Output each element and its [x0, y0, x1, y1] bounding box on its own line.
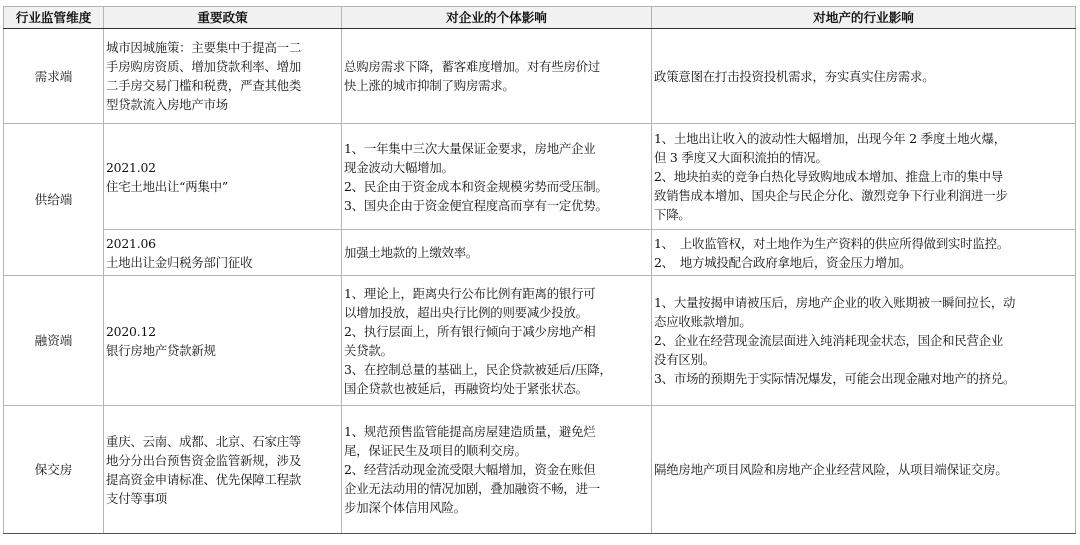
industry-impact-cell [652, 29, 1076, 124]
enterprise-line: 总购房需求下降，蓄客难度增加。对有些房价过 [344, 59, 601, 74]
header-row [4, 7, 1076, 29]
enterprise-line: 2、执行层面上，所有银行倾向于减少房地产相 [344, 323, 596, 339]
enterprise-impact-cell [342, 406, 652, 534]
policy-line: 型贷款流入房地产市场 [106, 97, 228, 112]
enterprise-line: 2、经营活动现金流受限大幅增加，资金在账但 [344, 462, 596, 477]
table-row [4, 230, 1076, 276]
dimension-cell: 需求端 [4, 29, 104, 124]
policy-cell [104, 230, 342, 276]
policy-line: 土地出让金归税务部门征收 [106, 254, 253, 270]
enterprise-line: 现金波动大幅增加。 [344, 159, 454, 175]
industry-line: 3、市场的预期先于实际情况爆发，可能会出现金融对地产的挤兑。 [654, 371, 1016, 386]
policy-cell [104, 29, 342, 124]
enterprise-impact-cell [342, 230, 652, 276]
enterprise-line: 1、理论上，距离央行公布比例有距离的银行可 [344, 285, 596, 301]
dimension-cell: 供给端 [4, 124, 104, 276]
enterprise-impact-cell [342, 276, 652, 406]
enterprise-line: 步加深个体信用风险。 [344, 500, 466, 515]
enterprise-line: 尾，保证民生及项目的顺利交房。 [344, 443, 527, 458]
industry-impact-cell [652, 276, 1076, 406]
table-row [4, 124, 1076, 230]
header-enterprise-impact: 对企业的个体影响 [342, 7, 652, 29]
dimension-cell: 融资端 [4, 276, 104, 406]
policy-line: 银行房地产贷款新规 [106, 342, 216, 358]
enterprise-line: 1、规范预售监管能提高房屋建造质量，避免烂 [344, 424, 596, 439]
industry-line: 隔绝房地产项目风险和房地产企业经营风险，从项目端保证交房。 [654, 462, 1008, 477]
enterprise-impact-cell [342, 29, 652, 124]
policy-line: 重庆、云南、成都、北京、石家庄等 [106, 433, 302, 449]
policy-cell [104, 124, 342, 230]
industry-line: 2、 地方城投配合政府拿地后，资金压力增加。 [654, 254, 912, 270]
industry-impact-cell [652, 230, 1076, 276]
enterprise-impact-cell [342, 124, 652, 230]
policy-line: 地分分出台预售资金监管新规，涉及 [106, 452, 302, 468]
enterprise-line: 1、一年集中三次大量保证金要求，房地产企业 [344, 140, 596, 156]
enterprise-line: 以增加投放，超出央行比例的则要减少投放。 [344, 304, 588, 320]
enterprise-line: 企业无法动用的情况加剧，叠加融资不畅，进一 [344, 481, 601, 496]
industry-line: 政策意图在打击投资投机需求，夯实真实住房需求。 [654, 68, 935, 84]
enterprise-line: 快上涨的城市抑制了购房需求。 [344, 78, 515, 93]
policy-line: 2020.12 [106, 323, 156, 339]
industry-line: 下降。 [654, 207, 691, 222]
industry-line: 1、大量按揭申请被压后，房地产企业的收入账期被一瞬间拉长，动 [654, 295, 1016, 310]
industry-line: 但 3 季度又大面积流拍的情况。 [654, 150, 828, 165]
policy-cell [104, 276, 342, 406]
industry-line: 1、土地出让收入的波动性大幅增加，出现今年 2 季度土地火爆， [654, 131, 1006, 146]
dimension-cell: 保交房 [4, 406, 104, 534]
industry-line: 态应收账款增加。 [654, 314, 752, 329]
enterprise-line: 国企贷款也被延后，再融资均处于紧张状态。 [344, 380, 588, 396]
industry-line: 致销售成本增加、国央企与民企分化、激烈竞争下行业利润进一步 [654, 188, 1008, 203]
header-industry-impact: 对地产的行业影响 [652, 7, 1076, 29]
policy-cell [104, 406, 342, 534]
enterprise-line: 2、民企由于资金成本和资金规模劣势而受压制。 [344, 178, 608, 194]
policy-line: 2021.02 [106, 159, 156, 175]
industry-line: 1、 上收监管权，对土地作为生产资料的供应所得做到实时监控。 [654, 235, 1010, 251]
enterprise-line: 3、国央企由于资金便宜程度高而享有一定优势。 [344, 197, 608, 213]
policy-line: 二手房交易门槛和税费，严查其他类 [106, 78, 302, 93]
table-row [4, 276, 1076, 406]
industry-line: 2、企业在经营现金流层面进入纯消耗现金状态，国企和民营企业 [654, 333, 1004, 348]
policy-line: 支付等事项 [106, 490, 167, 506]
policy-line: 住宅土地出让“两集中” [106, 178, 228, 194]
header-dimension: 行业监管维度 [4, 7, 104, 29]
table-row [4, 29, 1076, 124]
enterprise-line: 关贷款。 [344, 342, 393, 358]
enterprise-line: 3、在控制总量的基础上，民企贷款被延后/压降， [344, 361, 612, 377]
policy-line: 提高资金申请标准、优先保障工程款 [106, 471, 302, 487]
table-row [4, 406, 1076, 534]
policy-line: 城市因城施策：主要集中于提高一二 [106, 40, 302, 55]
header-policy: 重要政策 [104, 7, 342, 29]
industry-line: 没有区别。 [654, 352, 715, 367]
industry-impact-cell [652, 124, 1076, 230]
industry-impact-cell [652, 406, 1076, 534]
enterprise-line: 加强土地款的上缴效率。 [344, 245, 479, 260]
policy-impact-table [3, 6, 1076, 534]
policy-line: 2021.06 [106, 235, 156, 251]
policy-line: 手房购房资质、增加贷款利率、增加 [106, 59, 302, 74]
industry-line: 2、地块拍卖的竞争白热化导致购地成本增加、推盘上市的集中导 [654, 169, 1004, 184]
